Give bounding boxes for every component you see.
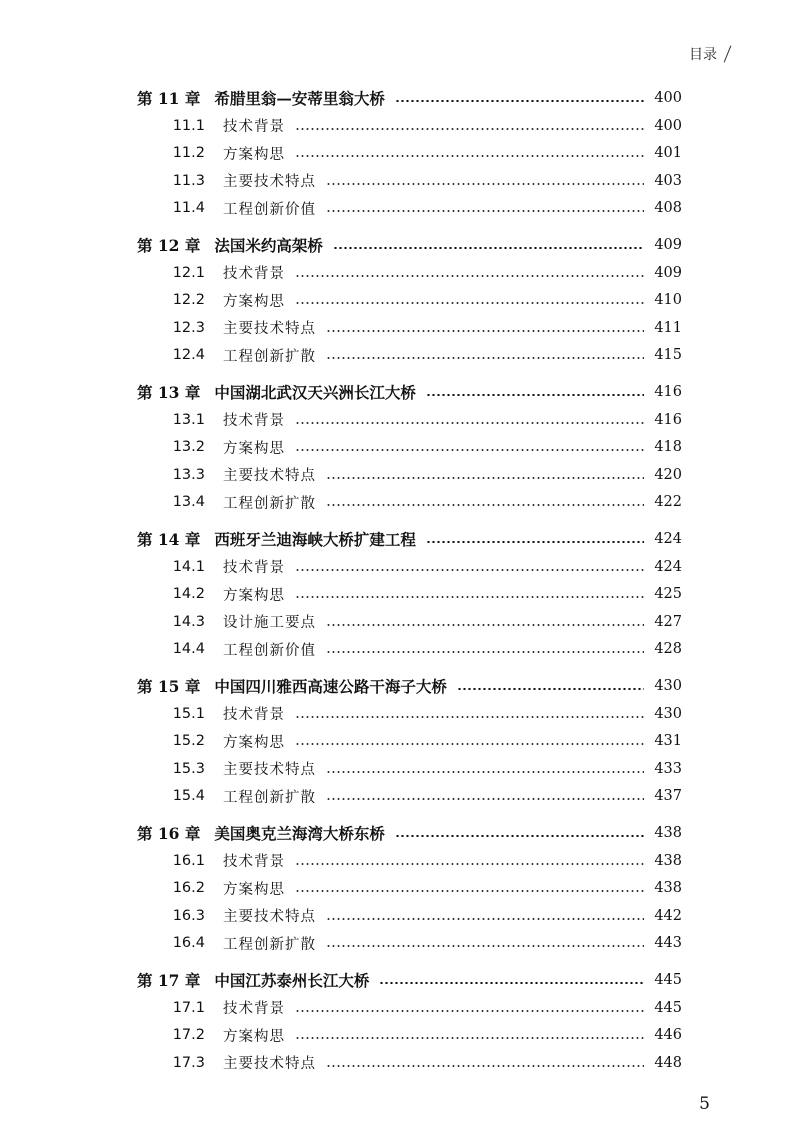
section-number: 16.1 bbox=[172, 852, 205, 869]
section-entry[interactable] bbox=[167, 114, 682, 138]
chapter-entry[interactable] bbox=[137, 527, 682, 551]
section-title: 方案构思 bbox=[223, 293, 285, 310]
dot-leader bbox=[295, 422, 644, 424]
section-page: 410 bbox=[654, 292, 682, 309]
section-title: 工程创新扩散 bbox=[223, 348, 316, 365]
section-page: 425 bbox=[654, 586, 682, 603]
section-entry[interactable] bbox=[167, 702, 682, 726]
section-page: 445 bbox=[654, 999, 682, 1016]
section-title: 主要技术特点 bbox=[223, 762, 316, 779]
section-page: 411 bbox=[654, 319, 682, 336]
section-page: 400 bbox=[654, 117, 682, 134]
section-number: 11.1 bbox=[172, 117, 205, 134]
dot-leader bbox=[326, 477, 644, 479]
section-entry[interactable] bbox=[167, 435, 682, 459]
section-title: 方案构思 bbox=[223, 146, 285, 163]
section-number: 13.4 bbox=[172, 494, 205, 511]
chapter-number: 第 17 章 bbox=[137, 971, 201, 990]
section-number: 14.3 bbox=[172, 613, 205, 630]
section-title: 技术背景 bbox=[223, 707, 285, 724]
chapter-number: 第 11 章 bbox=[137, 89, 201, 108]
section-entry[interactable] bbox=[167, 637, 682, 661]
section-number: 11.2 bbox=[172, 145, 205, 162]
chapter-number: 第 14 章 bbox=[137, 530, 201, 549]
section-title: 主要技术特点 bbox=[223, 174, 316, 191]
section-title: 技术背景 bbox=[223, 119, 285, 136]
dot-leader bbox=[326, 651, 644, 653]
section-page: 403 bbox=[654, 172, 682, 189]
section-number: 16.3 bbox=[172, 907, 205, 924]
section-page: 409 bbox=[654, 264, 682, 281]
section-page: 438 bbox=[654, 880, 682, 897]
dot-leader bbox=[426, 541, 644, 543]
section-number: 13.3 bbox=[172, 466, 205, 483]
section-title: 方案构思 bbox=[223, 587, 285, 604]
dot-leader bbox=[326, 357, 644, 359]
dot-leader bbox=[295, 275, 644, 277]
section-page: 442 bbox=[654, 907, 682, 924]
section-entry[interactable] bbox=[167, 490, 682, 514]
section-title: 主要技术特点 bbox=[223, 909, 316, 926]
section-number: 14.2 bbox=[172, 586, 205, 603]
chapter-title: 美国奥克兰海湾大桥东桥 bbox=[214, 824, 385, 843]
section-entry[interactable] bbox=[167, 316, 682, 340]
section-number: 11.4 bbox=[172, 200, 205, 217]
section-title: 工程创新扩散 bbox=[223, 495, 316, 512]
chapter-entry[interactable] bbox=[137, 968, 682, 992]
dot-leader bbox=[295, 569, 644, 571]
section-number: 16.4 bbox=[172, 935, 205, 952]
section-title: 方案构思 bbox=[223, 881, 285, 898]
section-entry[interactable] bbox=[167, 849, 682, 873]
chapter-title: 西班牙兰迪海峡大桥扩建工程 bbox=[214, 530, 416, 549]
section-entry[interactable] bbox=[167, 582, 682, 606]
chapter-page: 445 bbox=[654, 972, 682, 988]
dot-leader bbox=[326, 918, 644, 920]
section-number: 11.3 bbox=[172, 172, 205, 189]
section-number: 14.4 bbox=[172, 641, 205, 658]
section-number: 17.1 bbox=[172, 999, 205, 1016]
section-title: 工程创新价值 bbox=[223, 642, 316, 659]
section-page: 401 bbox=[654, 145, 682, 162]
dot-leader bbox=[333, 247, 644, 249]
dot-leader bbox=[426, 394, 644, 396]
section-title: 方案构思 bbox=[223, 734, 285, 751]
section-page: 416 bbox=[654, 411, 682, 428]
dot-leader bbox=[326, 771, 644, 773]
header-slash-divider bbox=[724, 45, 732, 62]
chapter-page: 416 bbox=[654, 384, 682, 400]
section-title: 主要技术特点 bbox=[223, 321, 316, 338]
page-number: 5 bbox=[699, 1094, 710, 1114]
section-title: 设计施工要点 bbox=[223, 615, 316, 632]
section-page: 438 bbox=[654, 852, 682, 869]
section-title: 主要技术特点 bbox=[223, 468, 316, 485]
section-entry[interactable] bbox=[167, 931, 682, 955]
dot-leader bbox=[295, 743, 644, 745]
section-title: 技术背景 bbox=[223, 560, 285, 577]
section-number: 16.2 bbox=[172, 880, 205, 897]
section-title: 技术背景 bbox=[223, 413, 285, 430]
section-number: 14.1 bbox=[172, 558, 205, 575]
dot-leader bbox=[295, 716, 644, 718]
dot-leader bbox=[326, 330, 644, 332]
section-page: 437 bbox=[654, 788, 682, 805]
chapter-page: 424 bbox=[654, 531, 682, 547]
dot-leader bbox=[395, 835, 644, 837]
chapter-page: 430 bbox=[654, 678, 682, 694]
chapter-number: 第 12 章 bbox=[137, 236, 201, 255]
section-number: 17.2 bbox=[172, 1027, 205, 1044]
section-title: 方案构思 bbox=[223, 1028, 285, 1045]
section-entry[interactable] bbox=[167, 904, 682, 928]
chapter-number: 第 13 章 bbox=[137, 383, 201, 402]
section-entry[interactable] bbox=[167, 729, 682, 753]
section-page: 408 bbox=[654, 200, 682, 217]
chapter-page: 438 bbox=[654, 825, 682, 841]
section-page: 415 bbox=[654, 347, 682, 364]
dot-leader bbox=[295, 155, 644, 157]
section-entry[interactable] bbox=[167, 343, 682, 367]
section-entry[interactable] bbox=[167, 288, 682, 312]
section-title: 技术背景 bbox=[223, 1001, 285, 1018]
header-title: 目录 bbox=[689, 47, 717, 63]
section-entry[interactable] bbox=[167, 169, 682, 193]
section-number: 15.3 bbox=[172, 760, 205, 777]
chapter-title: 希腊里翁—安蒂里翁大桥 bbox=[214, 89, 385, 108]
chapter-entry[interactable] bbox=[137, 86, 682, 110]
dot-leader bbox=[326, 183, 644, 185]
section-title: 工程创新扩散 bbox=[223, 789, 316, 806]
chapter-title: 中国四川雅西高速公路干海子大桥 bbox=[214, 677, 447, 696]
section-number: 15.4 bbox=[172, 788, 205, 805]
section-entry[interactable] bbox=[167, 1051, 682, 1075]
dot-leader bbox=[457, 688, 644, 690]
chapter-number: 第 16 章 bbox=[137, 824, 201, 843]
dot-leader bbox=[295, 863, 644, 865]
section-number: 12.2 bbox=[172, 292, 205, 309]
section-number: 17.3 bbox=[172, 1054, 205, 1071]
section-entry[interactable] bbox=[167, 757, 682, 781]
dot-leader bbox=[326, 210, 644, 212]
dot-leader bbox=[326, 798, 644, 800]
chapter-page: 409 bbox=[654, 237, 682, 253]
chapter-title: 法国米约高架桥 bbox=[214, 236, 323, 255]
section-page: 427 bbox=[654, 613, 682, 630]
section-page: 422 bbox=[654, 494, 682, 511]
section-entry[interactable] bbox=[167, 876, 682, 900]
dot-leader bbox=[295, 128, 644, 130]
dot-leader bbox=[295, 1010, 644, 1012]
section-title: 技术背景 bbox=[223, 266, 285, 283]
section-page: 430 bbox=[654, 705, 682, 722]
dot-leader bbox=[295, 449, 644, 451]
section-number: 12.4 bbox=[172, 347, 205, 364]
section-page: 428 bbox=[654, 641, 682, 658]
section-number: 12.1 bbox=[172, 264, 205, 281]
section-title: 工程创新扩散 bbox=[223, 936, 316, 953]
chapter-entry[interactable] bbox=[137, 233, 682, 257]
section-page: 420 bbox=[654, 466, 682, 483]
section-number: 15.2 bbox=[172, 733, 205, 750]
section-number: 13.2 bbox=[172, 439, 205, 456]
chapter-entry[interactable] bbox=[137, 380, 682, 404]
section-page: 431 bbox=[654, 733, 682, 750]
section-title: 方案构思 bbox=[223, 440, 285, 457]
section-page: 446 bbox=[654, 1027, 682, 1044]
dot-leader bbox=[326, 624, 644, 626]
section-number: 13.1 bbox=[172, 411, 205, 428]
section-page: 433 bbox=[654, 760, 682, 777]
dot-leader bbox=[295, 302, 644, 304]
section-entry[interactable] bbox=[167, 1023, 682, 1047]
section-entry[interactable] bbox=[167, 555, 682, 579]
section-entry[interactable] bbox=[167, 141, 682, 165]
section-title: 技术背景 bbox=[223, 854, 285, 871]
chapter-page: 400 bbox=[654, 90, 682, 106]
section-title: 主要技术特点 bbox=[223, 1056, 316, 1073]
dot-leader bbox=[326, 504, 644, 506]
dot-leader bbox=[295, 890, 644, 892]
dot-leader bbox=[295, 1037, 644, 1039]
section-number: 15.1 bbox=[172, 705, 205, 722]
dot-leader bbox=[326, 1065, 644, 1067]
dot-leader bbox=[326, 945, 644, 947]
section-entry[interactable] bbox=[167, 610, 682, 634]
section-page: 418 bbox=[654, 439, 682, 456]
chapter-number: 第 15 章 bbox=[137, 677, 201, 696]
section-page: 424 bbox=[654, 558, 682, 575]
section-entry[interactable] bbox=[167, 784, 682, 808]
section-page: 448 bbox=[654, 1054, 682, 1071]
dot-leader bbox=[395, 100, 644, 102]
chapter-title: 中国江苏泰州长江大桥 bbox=[214, 971, 370, 990]
section-title: 工程创新价值 bbox=[223, 201, 316, 218]
section-entry[interactable] bbox=[167, 261, 682, 285]
dot-leader bbox=[379, 982, 644, 984]
running-header bbox=[689, 44, 728, 64]
section-number: 12.3 bbox=[172, 319, 205, 336]
chapter-entry[interactable] bbox=[137, 821, 682, 845]
chapter-title: 中国湖北武汉天兴洲长江大桥 bbox=[214, 383, 416, 402]
section-entry[interactable] bbox=[167, 196, 682, 220]
section-entry[interactable] bbox=[167, 463, 682, 487]
section-entry[interactable] bbox=[167, 408, 682, 432]
section-entry[interactable] bbox=[167, 996, 682, 1020]
dot-leader bbox=[295, 596, 644, 598]
chapter-entry[interactable] bbox=[137, 674, 682, 698]
section-page: 443 bbox=[654, 935, 682, 952]
